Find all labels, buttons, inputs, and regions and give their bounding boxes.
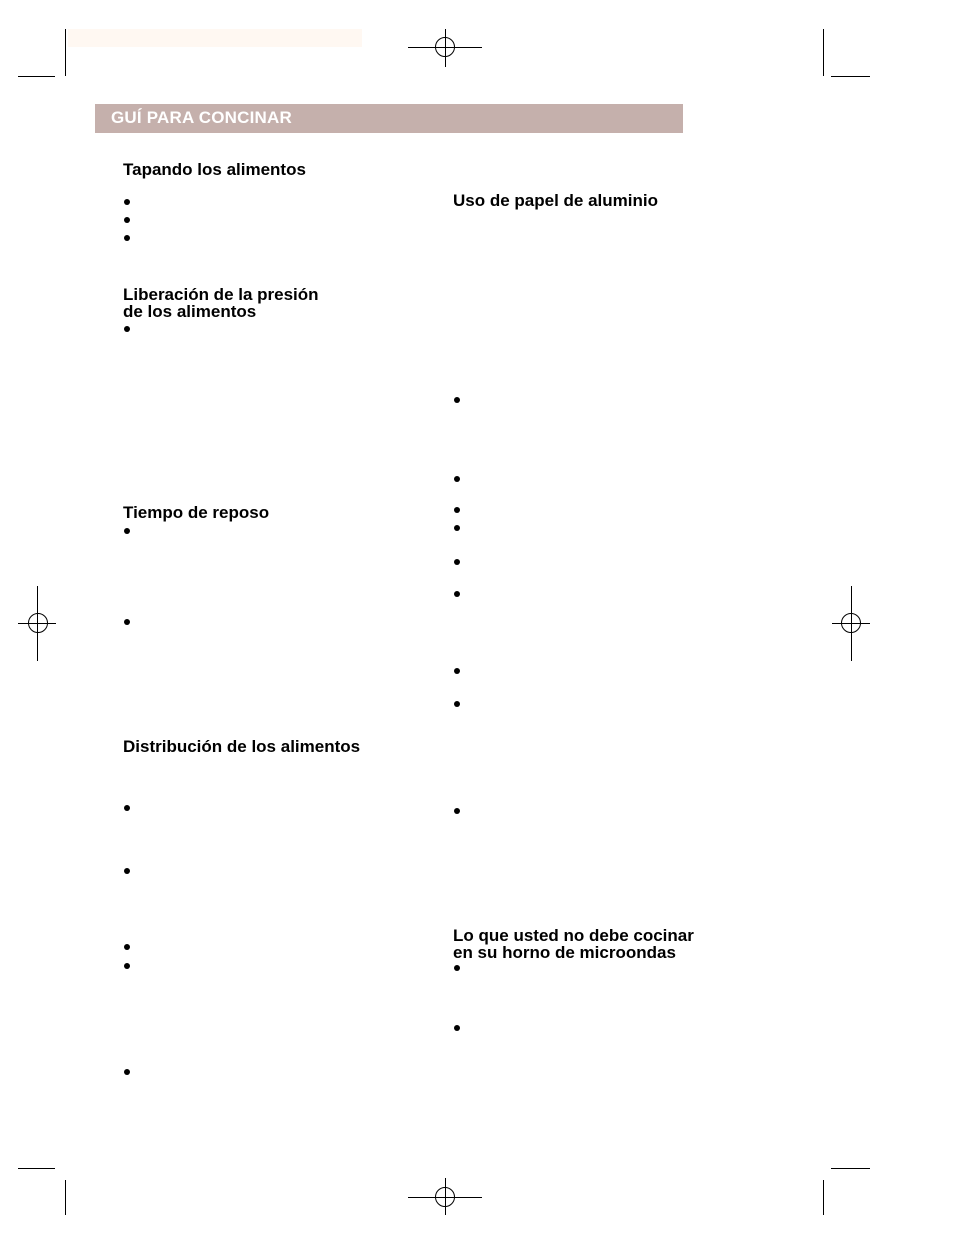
bullet-icon [124,1069,130,1075]
heading-distribucion-de-los-alimentos: Distribución de los alimentos [123,737,361,756]
bullet-icon [124,868,130,874]
heading-uso-de-papel-de-aluminio: Uso de papel de aluminio [453,191,658,210]
bullet-icon [454,476,460,482]
bullet-icon [454,507,460,513]
heading-liberacion-presion-line1: Liberación de la presión [123,285,319,304]
bullet-icon [454,591,460,597]
crop-mark-top-left-horizontal [18,76,55,77]
crop-mark-bottom-left-vertical [65,1180,66,1215]
bullet-icon [454,965,460,971]
bullet-icon [454,668,460,674]
crop-mark-bottom-right-horizontal [831,1168,870,1169]
section-header-title: GUÍ PARA CONCINAR [111,108,292,127]
heading-tapando-los-alimentos: Tapando los alimentos [123,160,306,179]
crop-mark-top-right-vertical [823,29,824,76]
section-header-bar [95,104,683,133]
bullet-icon [454,1025,460,1031]
crop-mark-bottom-left-horizontal [18,1168,55,1169]
crop-mark-bottom-right-vertical [823,1180,824,1215]
bullet-icon [454,525,460,531]
bullet-icon [124,326,130,332]
bullet-icon [124,235,130,241]
bullet-icon [124,805,130,811]
crop-mark-top-left-vertical [65,29,66,76]
bullet-icon [124,944,130,950]
heading-tiempo-de-reposo: Tiempo de reposo [123,503,270,522]
top-tint-strip [68,29,362,47]
heading-lo-que-no-debe-cocinar-line1: Lo que usted no debe cocinar [453,926,694,945]
heading-liberacion-presion-line2: de los alimentos [123,302,257,321]
heading-lo-que-no-debe-cocinar-line2: en su horno de microondas [453,943,676,962]
bullet-icon [124,217,130,223]
bullet-icon [124,199,130,205]
bullet-icon [124,963,130,969]
bullet-icon [124,619,130,625]
bullet-icon [124,528,130,534]
crop-mark-top-right-horizontal [831,76,870,77]
bullet-icon [454,397,460,403]
bullet-icon [454,559,460,565]
bullet-icon [454,701,460,707]
bullet-icon [454,808,460,814]
